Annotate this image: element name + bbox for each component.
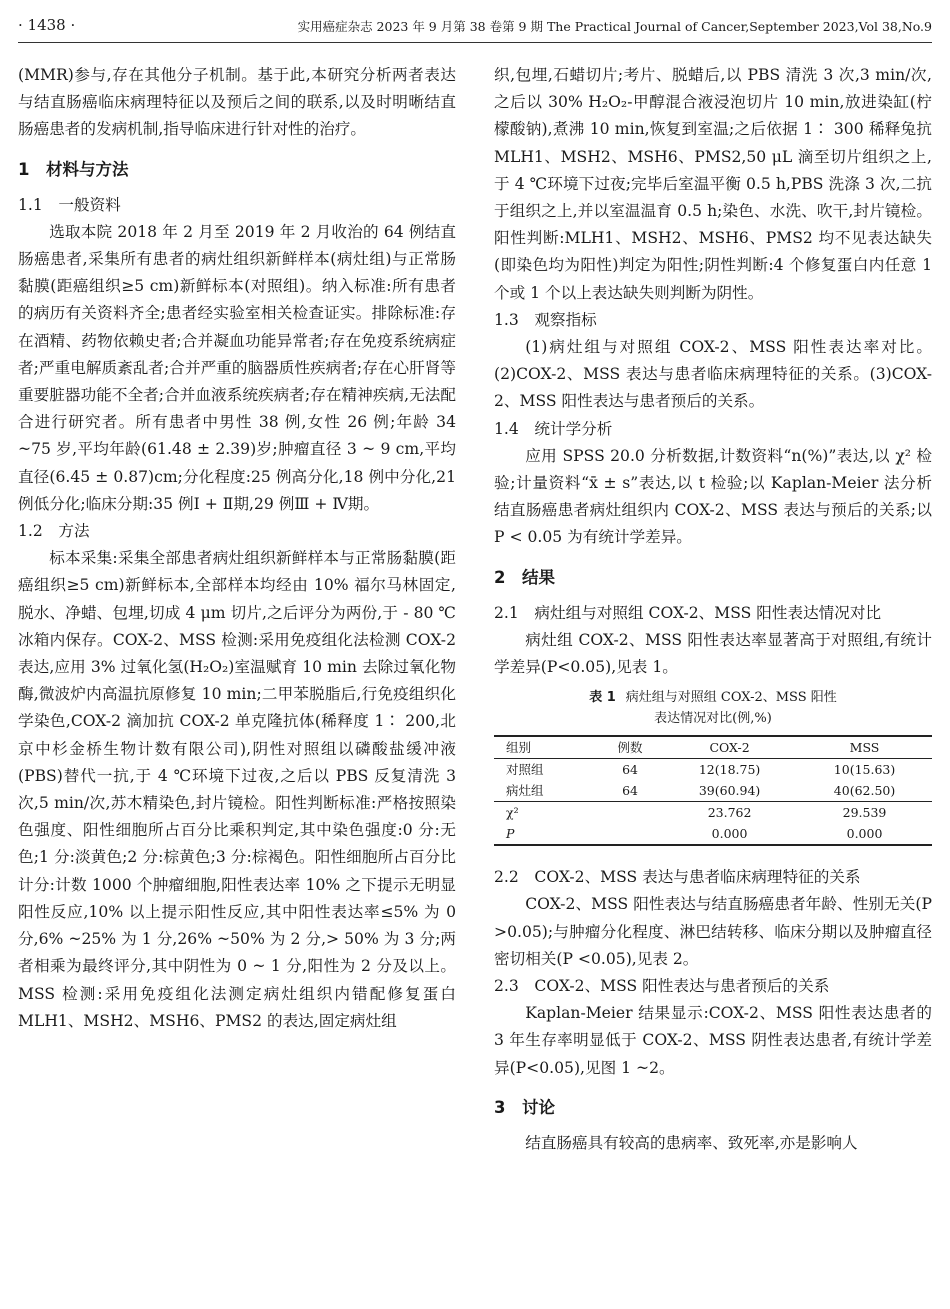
- discussion-paragraph: 结直肠癌具有较高的患病率、致死率,亦是影响人: [525, 1133, 858, 1152]
- table-cell: χ²: [506, 805, 519, 821]
- result-2-2-paragraph: COX-2、MSS 阳性表达与结直肠癌患者年龄、性别无关(P >0.05);与肿瘤分化程度、淋巴结转移、临床分期以及肿瘤直径密切相关(P <0.05),见表 2。: [494, 895, 932, 968]
- table-header-cell: COX-2: [709, 740, 750, 756]
- table-cell: 12(18.75): [698, 762, 761, 778]
- methods-continued-paragraph: 织,包埋,石蜡切片;考片、脱蜡后,以 PBS 清洗 3 次,3 min/次,之后以 30% H₂O₂-甲醇混合液浸泡切片 10 min,放进染缸(柠檬酸钠),煮沸 10 min,恢复到室温;之后依据 1∶ 300 稀释兔抗 MLH1、MSH2、MSH6、PMS2,50 μL 滴至切片组织之上,于 4 ℃环境下过夜;完毕后室温平衡 0.5 h,PBS 洗涤 3 次,二抗于组织之上,并以室温温育 0.5 h;染色、水洗、吹干,封片镜检。阳性判断:MLH1、MSH2、MSH6、PMS2 均不见表达缺失(即染色均为阳性)判定为阳性;阴性判断:4 个修复蛋白内任意 1 个或 1 个以上表达缺失则判断为阴性。: [494, 66, 932, 302]
- subsection-2-2-heading: 2.2 COX-2、MSS 表达与患者临床病理特征的关系: [494, 868, 861, 887]
- table-cell: 对照组: [506, 762, 544, 778]
- left-column: [18, 62, 456, 1035]
- page-number: · 1438 ·: [18, 16, 76, 34]
- right-column: [494, 62, 932, 1157]
- section-1-heading: 1 材料与方法: [18, 159, 129, 179]
- table-1-label: 表 1: [589, 690, 616, 706]
- subsection-1-4-heading: 1.4 统计学分析: [494, 419, 613, 438]
- table-cell: 0.000: [711, 826, 748, 842]
- journal-running-title: 实用癌症杂志 2023 年 9 月第 38 卷第 9 期 The Practical Journal of Cancer,September 2023,Vol 38,No.9: [297, 19, 932, 34]
- subsection-1-1-heading: 1.1 一般资料: [18, 195, 121, 214]
- subsection-2-3-heading: 2.3 COX-2、MSS 阳性表达与患者预后的关系: [494, 977, 830, 996]
- table-cell: 29.539: [842, 805, 887, 821]
- statistics-paragraph: 应用 SPSS 20.0 分析数据,计数资料“n(%)”表达,以 χ² 检验;计量资料“x̄ ± s”表达,以 t 检验;以 Kaplan-Meier 法分析结直肠癌患者病灶组织内 COX-2、MSS 表达与预后的关系;以 P < 0.05 为有统计学差异。: [494, 446, 932, 547]
- table-row: [494, 780, 932, 802]
- result-2-1-paragraph: 病灶组 COX-2、MSS 阳性表达率显著高于对照组,有统计学差异(P<0.05),见表 1。: [494, 630, 932, 677]
- subsection-1-2-heading: 1.2 方法: [18, 522, 90, 541]
- table-cell: 10(15.63): [833, 762, 896, 778]
- table-cell: 39(60.94): [698, 783, 761, 799]
- table-1: [494, 735, 932, 846]
- section-3-heading: 3 讨论: [494, 1097, 555, 1117]
- table-cell: 病灶组: [506, 783, 544, 799]
- table-header-cell: 例数: [617, 740, 643, 756]
- table-cell: [598, 802, 662, 824]
- table-header-cell: 组别: [506, 740, 532, 756]
- table-1-caption-line2: 表达情况对比(例,%): [654, 711, 772, 727]
- table-header-cell: MSS: [849, 740, 880, 756]
- subsection-2-1-heading: 2.1 病灶组与对照组 COX-2、MSS 阳性表达情况对比: [494, 603, 882, 622]
- table-cell: 64: [622, 783, 638, 799]
- result-2-3-paragraph: Kaplan-Meier 结果显示:COX-2、MSS 阳性表达患者的 3 年生存率明显低于 COX-2、MSS 阴性表达患者,有统计学差异(P<0.05),见图 1 ~2。: [494, 1004, 932, 1077]
- table-cell: 40(62.50): [833, 783, 896, 799]
- page-header: [18, 16, 932, 38]
- table-cell: [598, 823, 662, 845]
- intro-paragraph: (MMR)参与,存在其他分子机制。基于此,本研究分析两者表达与结直肠癌临床病理特征以及预后之间的联系,以及时明晰结直肠癌患者的发病机制,指导临床进行针对性的治疗。: [18, 66, 456, 139]
- table-row: [494, 759, 932, 781]
- table-1-caption-line1: 病灶组与对照组 COX-2、MSS 阳性: [625, 690, 837, 706]
- methods-paragraph: 标本采集:采集全部患者病灶组织新鲜样本与正常肠黏膜(距癌组织≥5 cm)新鲜标本,全部样本均经由 10% 福尔马林固定,脱水、净蜡、包埋,切成 4 μm 切片,之后评分为两份,于 - 80 ℃冰箱内保存。COX-2、MSS 检测:采用免疫组化法检测 COX-2 表达,应用 3% 过氧化氢(H₂O₂)室温赋育 10 min 去除过氧化物酶,微波炉内高温抗原修复 10 min;二甲苯脱脂后,行免疫组织化学染色,COX-2 滴加抗 COX-2 单克隆抗体(稀释度 1∶ 200,北京中杉金桥生物计数有限公司),阴性对照组以磷酸盐缓冲液(PBS)替代一抗,于 4 ℃环境下过夜,之后以 PBS 反复清洗 3 次,5 min/次,苏木精染色,封片镜检。阳性判断标准:严格按照染色强度、阳性细胞所占百分比乘积判定,其中染色强度:0 分:无色;1 分:淡黄色;2 分:棕黄色;3 分:棕褐色。阳性细胞所占百分比计分:计数 1000 个肿瘤细胞,阳性表达率 10% 之下提示无明显阳性反应,10% 以上提示阳性反应,其中阳性表达率≤5% 为 0 分,6% ~25% 为 1 分,26% ~50% 为 2 分,> 50% 为 3 分;两者相乘为最终评分,其中阴性为 0 ~ 1 分,阳性为 2 分及以上。MSS 检测:采用免疫组化法测定病灶组织内错配修复蛋白 MLH1、MSH2、MSH6、PMS2 的表达,固定病灶组: [18, 549, 456, 1030]
- table-stat-row: [494, 823, 932, 845]
- section-2-heading: 2 结果: [494, 567, 555, 587]
- general-data-paragraph: 选取本院 2018 年 2 月至 2019 年 2 月收治的 64 例结直肠癌患者,采集所有患者的病灶组织新鲜样本(病灶组)与正常肠黏膜(距癌组织≥5 cm)新鲜标本(对照组)。纳入标准:所有患者的病历有关资料齐全;患者经实验室相关检查证实。排除标准:存在酒精、药物依赖史者;合并凝血功能异常者;存在免疫系统病症者;严重电解质紊乱者;合并严重的脑器质性疾病者;存在心肝肾等重要脏器功能不全者;合并血液系统疾病者;存在精神疾病,无法配合进行研究者。所有患者中男性 38 例,女性 26 例;年龄 34 ~75 岁,平均年龄(61.48 ± 2.39)岁;肿瘤直径 3 ~ 9 cm,平均直径(6.45 ± 0.87)cm;分化程度:25 例高分化,18 例中分化,21 例低分化;临床分期:35 例Ⅰ + Ⅱ期,29 例Ⅲ + Ⅳ期。: [18, 222, 456, 513]
- table-stat-row: [494, 802, 932, 824]
- table-cell: 0.000: [846, 826, 883, 842]
- observation-paragraph: (1)病灶组与对照组 COX-2、MSS 阳性表达率对比。(2)COX-2、MSS 表达与患者临床病理特征的关系。(3)COX-2、MSS 阳性表达与患者预后的关系。: [494, 338, 932, 411]
- table-header-row: [494, 736, 932, 759]
- subsection-1-3-heading: 1.3 观察指标: [494, 310, 597, 329]
- table-cell: P: [506, 826, 515, 842]
- header-rule: [18, 42, 932, 43]
- table-1-caption: [494, 687, 932, 729]
- table-cell: 64: [622, 762, 638, 778]
- table-cell: 23.762: [707, 805, 752, 821]
